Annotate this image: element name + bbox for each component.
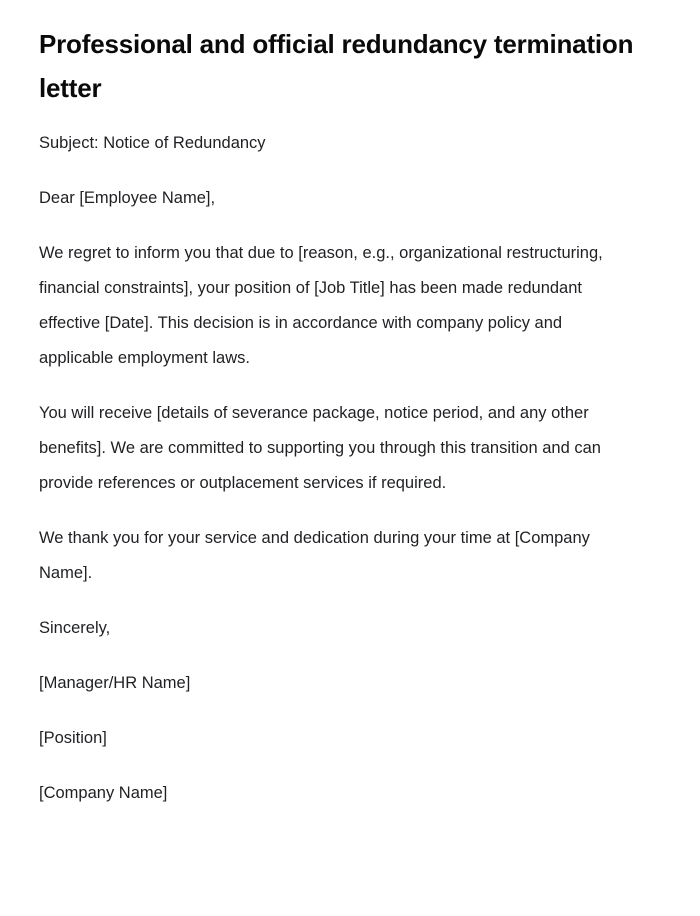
subject-line: Subject: Notice of Redundancy — [39, 134, 266, 152]
salutation: Dear [Employee Name], — [39, 189, 216, 207]
severance-details-paragraph: You will receive [details of severance package, notice period, and any other benefits]. We are committed to supporting you through this transition and can provide references or outplacement services if required. — [39, 404, 601, 492]
redundancy-notice-paragraph: We regret to inform you that due to [reason, e.g., organizational restructuring, financial constraints], your position of [Job Title] has been made redundant effective [Date]. This decision is in accordance with company policy and applicable employment laws. — [39, 244, 603, 367]
letter-body — [39, 126, 639, 811]
thanks-paragraph: We thank you for your service and dedication during your time at [Company Name]. — [39, 529, 590, 582]
signature-company: [Company Name] — [39, 784, 168, 802]
closing-line: Sincerely, — [39, 619, 111, 637]
signature-position: [Position] — [39, 729, 107, 747]
page-title: Professional and official redundancy termination letter — [39, 29, 634, 103]
signature-name: [Manager/HR Name] — [39, 674, 191, 692]
